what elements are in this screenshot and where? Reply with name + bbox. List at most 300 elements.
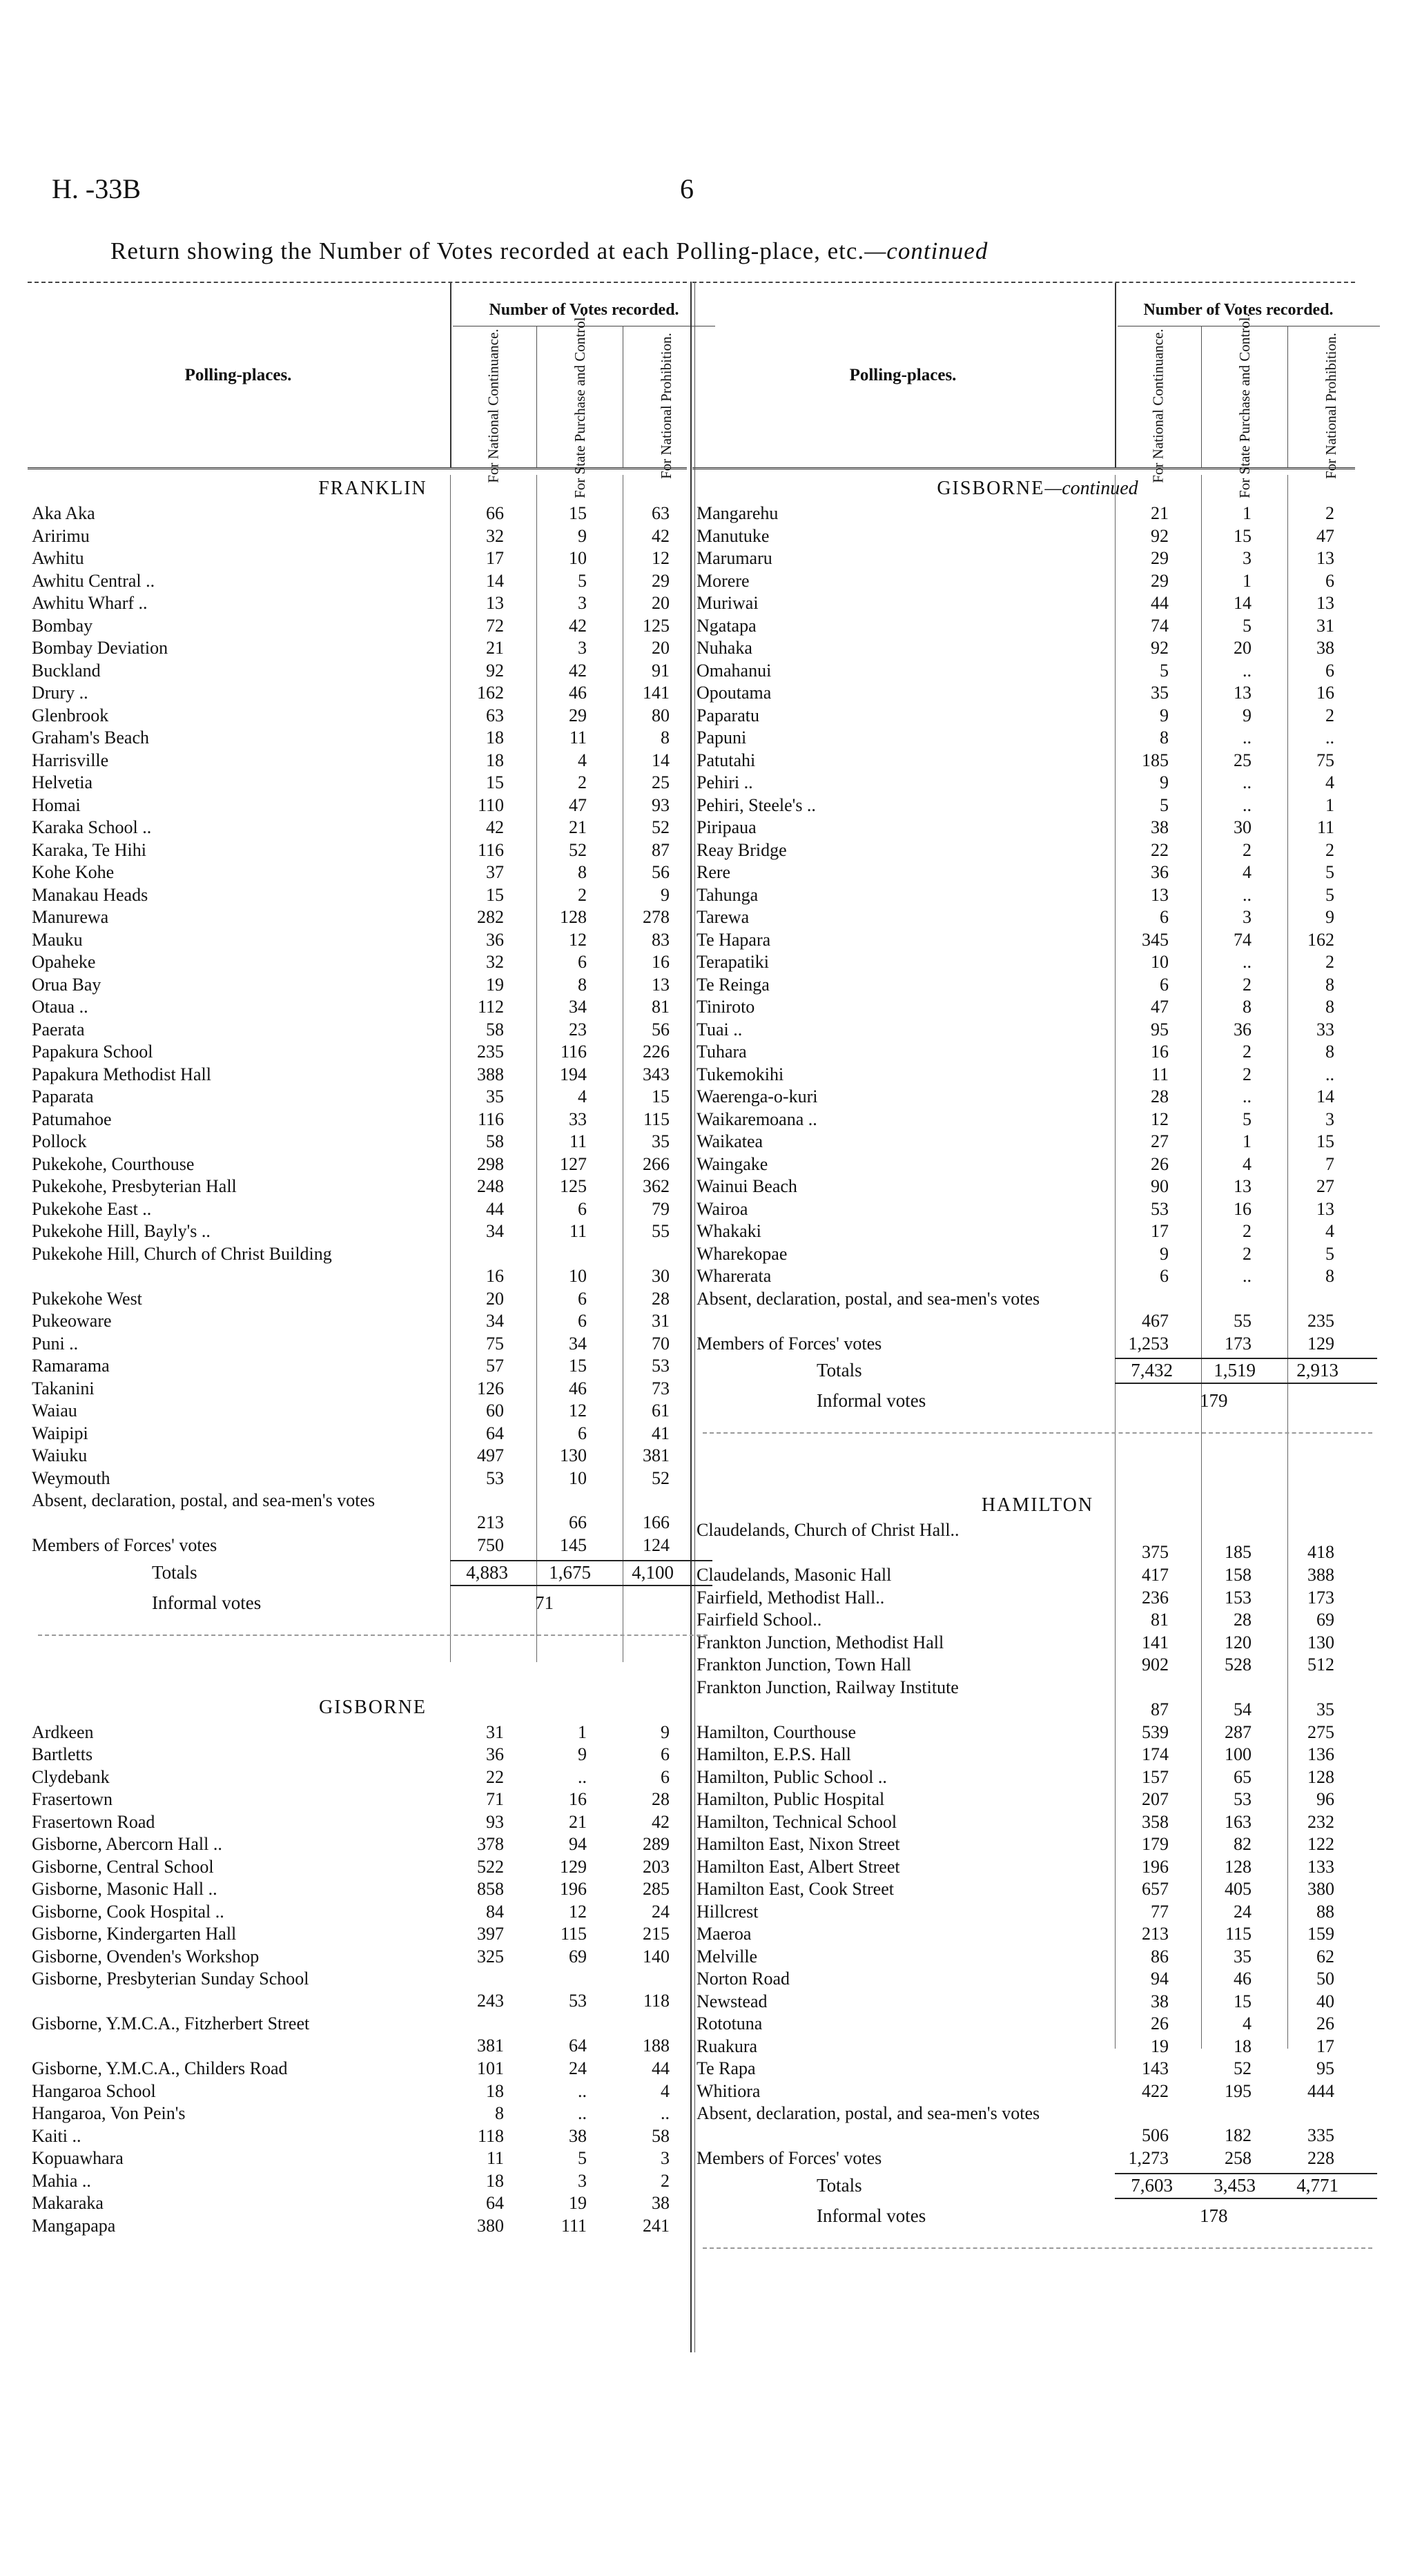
continuance-votes: 1,253: [1128, 1333, 1169, 1354]
polling-place-name: Norton Road: [697, 1969, 790, 1989]
state-purchase-votes: 4: [1243, 2013, 1252, 2033]
state-purchase-votes: 1: [578, 1721, 587, 1742]
prohibition-votes: 33: [1316, 1019, 1334, 1040]
prohibition-votes: 56: [652, 1019, 670, 1040]
prohibition-votes: 31: [652, 1311, 670, 1331]
table-row: [692, 1333, 1383, 1356]
continuance-votes: 116: [477, 1109, 504, 1129]
table-row: [692, 1788, 1383, 1811]
table-row: [692, 2058, 1383, 2080]
prohibition-votes: 13: [1316, 1198, 1334, 1219]
prohibition-votes: 63: [652, 503, 670, 523]
polling-place-name: Ngatapa: [697, 615, 757, 636]
polling-place-name: Aka Aka: [32, 503, 95, 523]
state-purchase-votes: 66: [569, 1512, 587, 1532]
polling-place-name: Weymouth: [32, 1467, 110, 1488]
table-row: [692, 727, 1383, 750]
table-row: [28, 1153, 718, 1176]
polling-place-name: Te Reinga: [697, 974, 770, 995]
table-row: [692, 1744, 1383, 1766]
polling-place-name: Harrisville: [32, 750, 109, 770]
prohibition-votes: 173: [1307, 1587, 1334, 1608]
continuance-votes: 22: [486, 1766, 504, 1787]
polling-place-name: Hamilton East, Nixon Street: [697, 1834, 900, 1854]
continuance-votes: 53: [1151, 1198, 1169, 1219]
polling-place-name: Wharekopae: [697, 1243, 788, 1264]
state-purchase-votes: 158: [1225, 1565, 1252, 1585]
state-purchase-votes: 25: [1234, 750, 1252, 770]
title-text: Return showing the Number of Votes recorded at each Polling-place, etc.: [110, 237, 865, 264]
state-purchase-votes: 5: [1243, 615, 1252, 636]
table-row: [28, 2058, 718, 2080]
continuance-votes: 13: [486, 593, 504, 613]
polling-place-name: Awhitu Wharf ..: [32, 593, 148, 613]
state-purchase-votes: 2: [1243, 1042, 1252, 1062]
prohibition-votes: 241: [643, 2215, 670, 2236]
table-row: [692, 660, 1383, 683]
polling-place-name: Pollock: [32, 1131, 87, 1151]
polling-place-name: Fairfield, Methodist Hall..: [697, 1587, 885, 1608]
polling-place-name: Graham's Beach: [32, 728, 150, 748]
continuance-votes: 380: [477, 2215, 504, 2236]
table-row: [692, 839, 1383, 862]
table-row: [28, 2147, 718, 2170]
state-purchase-votes: ..: [1243, 952, 1252, 972]
prohibition-votes: 444: [1307, 2080, 1334, 2101]
state-purchase-votes: 9: [578, 1744, 587, 1764]
table-row: [28, 1333, 718, 1356]
table-row: [28, 1833, 718, 1856]
continuance-votes: 101: [477, 2058, 504, 2078]
polling-place-name: Pukekohe Hill, Church of Christ Building: [32, 1243, 332, 1264]
prohibition-votes: 62: [1316, 1946, 1334, 1967]
table-row: [28, 861, 718, 884]
district-name: GISBORNE: [318, 1696, 427, 1718]
continuance-votes: 5: [1160, 660, 1169, 681]
prohibition-votes: 166: [643, 1512, 670, 1532]
state-purchase-votes: 2: [1243, 1243, 1252, 1264]
prohibition-votes: 3: [661, 2148, 670, 2168]
polling-place-name: Papuni: [697, 728, 747, 748]
polling-place-name: Absent, declaration, postal, and sea-men's votes: [697, 2103, 1040, 2123]
state-purchase-votes: 9: [1243, 705, 1252, 725]
prohibition-votes: 20: [652, 593, 670, 613]
continuance-votes: 36: [486, 929, 504, 950]
continuance-votes: 539: [1142, 1721, 1169, 1742]
table-row: [28, 750, 718, 772]
polling-place-name: Tahunga: [697, 884, 759, 905]
prohibition-votes: 5: [1325, 884, 1334, 905]
informal-votes-row: [692, 1385, 1383, 1416]
continuance-votes: 35: [1151, 683, 1169, 703]
table-row: [28, 1445, 718, 1467]
totals-row: [692, 1355, 1383, 1385]
prohibition-votes: 15: [652, 1086, 670, 1106]
col-national-continuance: For National Continuance.: [1150, 328, 1167, 483]
continuance-votes: 27: [1151, 1131, 1169, 1151]
continuance-votes: 116: [477, 839, 504, 860]
section-separator: [28, 1618, 718, 1652]
state-purchase-votes: 8: [578, 862, 587, 882]
table-row: [692, 2102, 1383, 2147]
prohibition-votes: 133: [1307, 1856, 1334, 1877]
prohibition-votes: 61: [652, 1401, 670, 1421]
polling-place-name: Piripaua: [697, 817, 757, 837]
state-purchase-votes: 2: [1243, 974, 1252, 995]
prohibition-votes: 8: [1325, 997, 1334, 1017]
informal-value: 71: [535, 1592, 554, 1613]
col-national-prohibition: For National Prohibition.: [658, 332, 674, 479]
prohibition-votes: 6: [1325, 570, 1334, 591]
table-row: [28, 705, 718, 728]
prohibition-votes: 141: [643, 683, 670, 703]
prohibition-votes: 381: [643, 1445, 670, 1465]
continuance-votes: 64: [486, 1423, 504, 1443]
polling-place-name: Wharerata: [697, 1266, 772, 1286]
prohibition-votes: 8: [1325, 1042, 1334, 1062]
continuance-votes: 93: [486, 1811, 504, 1832]
table-row: [692, 1220, 1383, 1243]
polling-place-name: Claudelands, Church of Christ Hall..: [697, 1520, 960, 1540]
prohibition-votes: 8: [661, 728, 670, 748]
prohibition-votes: 5: [1325, 862, 1334, 882]
table-row: [692, 951, 1383, 974]
polling-place-name: Rere: [697, 862, 731, 882]
polling-place-name: Hamilton, Courthouse: [697, 1721, 857, 1742]
continuance-votes: 213: [477, 1512, 504, 1532]
continuance-votes: 18: [486, 2170, 504, 2191]
prohibition-votes: 53: [652, 1356, 670, 1376]
table-row: [28, 929, 718, 952]
district-heading: [692, 1492, 1383, 1519]
continuance-votes: 235: [477, 1042, 504, 1062]
continuance-votes: 522: [477, 1856, 504, 1877]
prohibition-votes: 83: [652, 929, 670, 950]
state-purchase-votes: 8: [1243, 997, 1252, 1017]
table-row: [28, 502, 718, 525]
polling-place-name: Mahia ..: [32, 2170, 91, 2191]
state-purchase-votes: 65: [1234, 1766, 1252, 1787]
polling-place-name: Hamilton East, Albert Street: [697, 1856, 900, 1877]
state-purchase-votes: 2: [1243, 1064, 1252, 1084]
prohibition-votes: 27: [1316, 1176, 1334, 1196]
polling-place-name: Gisborne, Abercorn Hall ..: [32, 1834, 222, 1854]
prohibition-votes: 42: [652, 525, 670, 546]
table-row: [28, 615, 718, 638]
polling-place-name: Mangarehu: [697, 503, 779, 523]
polling-place-name: Gisborne, Presbyterian Sunday School: [32, 1969, 309, 1989]
totals-row: [28, 1557, 718, 1588]
col-national-continuance: For National Continuance.: [485, 328, 502, 483]
polling-place-name: Reay Bridge: [697, 839, 787, 860]
state-purchase-votes: 64: [569, 2036, 587, 2056]
table-row: [28, 794, 718, 817]
table-row: [28, 1041, 718, 1064]
polling-place-name: Hangaroa School: [32, 2080, 156, 2101]
table-row: [28, 1288, 718, 1311]
prohibition-votes: 14: [1316, 1086, 1334, 1106]
district-heading: [28, 475, 718, 502]
table-row: [692, 1198, 1383, 1221]
polling-place-name: Fairfield School..: [697, 1610, 822, 1630]
prohibition-votes: 55: [652, 1221, 670, 1241]
polling-place-name: Frankton Junction, Railway Institute: [697, 1677, 959, 1697]
polling-place-name: Frasertown Road: [32, 1811, 155, 1832]
polling-place-name: Opoutama: [697, 683, 772, 703]
state-purchase-votes: 20: [1234, 638, 1252, 658]
state-purchase-votes: 18: [1234, 2036, 1252, 2056]
prohibition-votes: 2: [1325, 839, 1334, 860]
prohibition-votes: 2: [1325, 705, 1334, 725]
continuance-votes: 92: [1151, 638, 1169, 658]
prohibition-votes: 203: [643, 1856, 670, 1877]
state-purchase-votes: 125: [560, 1176, 587, 1196]
prohibition-votes: 115: [643, 1109, 670, 1129]
table-row: [28, 996, 718, 1019]
prohibition-votes: 73: [652, 1378, 670, 1398]
table-row: [28, 1355, 718, 1378]
continuance-votes: 282: [477, 907, 504, 927]
polling-place-name: Gisborne, Kindergarten Hall: [32, 1924, 237, 1944]
prohibition-votes: 9: [1325, 907, 1334, 927]
continuance-votes: 657: [1142, 1879, 1169, 1899]
table-row: [692, 861, 1383, 884]
table-row: [28, 2215, 718, 2238]
state-purchase-votes: 528: [1225, 1655, 1252, 1675]
prohibition-votes: 4: [1325, 1221, 1334, 1241]
polling-place-name: Mauku: [32, 929, 83, 950]
number-of-votes-heading: Number of Votes recorded.: [489, 301, 679, 319]
state-purchase-votes: 4: [578, 750, 587, 770]
prohibition-votes: 2: [1325, 952, 1334, 972]
prohibition-votes: 162: [1307, 929, 1334, 950]
continuance-votes: 345: [1142, 929, 1169, 950]
continuance-votes: 11: [1151, 1064, 1169, 1084]
state-purchase-votes: 4: [1243, 1153, 1252, 1174]
table-row: [692, 1833, 1383, 1856]
prohibition-votes: 380: [1307, 1879, 1334, 1899]
polling-places-heading: Polling-places.: [184, 365, 292, 384]
polling-place-name: Papakura School: [32, 1042, 153, 1062]
table-row: [692, 1564, 1383, 1587]
state-purchase-votes: 258: [1225, 2148, 1252, 2168]
prohibition-votes: 2: [1325, 503, 1334, 523]
continuance-votes: 57: [486, 1356, 504, 1376]
prohibition-votes: 44: [652, 2058, 670, 2078]
table-row: [28, 1534, 718, 1557]
state-purchase-votes: 29: [569, 705, 587, 725]
polling-place-name: Ramarama: [32, 1356, 110, 1376]
polling-place-name: Pukeoware: [32, 1311, 112, 1331]
state-purchase-votes: 185: [1225, 1542, 1252, 1562]
continuance-votes: 75: [486, 1333, 504, 1354]
polling-place-name: Frankton Junction, Town Hall: [697, 1655, 912, 1675]
state-purchase-votes: 94: [569, 1834, 587, 1854]
state-purchase-votes: 153: [1225, 1587, 1252, 1608]
polling-place-name: Drury ..: [32, 683, 88, 703]
continuance-votes: 34: [486, 1311, 504, 1331]
prohibition-votes: 30: [652, 1265, 670, 1286]
state-purchase-votes: 24: [569, 2058, 587, 2078]
continuance-votes: 417: [1142, 1565, 1169, 1585]
prohibition-votes: 75: [1316, 750, 1334, 770]
table-row: [28, 817, 718, 839]
prohibition-votes: 235: [1307, 1310, 1334, 1331]
continuance-votes: 18: [486, 728, 504, 748]
polling-place-name: Hangaroa, Von Pein's: [32, 2103, 186, 2123]
prohibition-votes: 95: [1316, 2058, 1334, 2078]
table-row: [692, 974, 1383, 997]
prohibition-votes: 14: [652, 750, 670, 770]
totals-row: [692, 2170, 1383, 2201]
polling-place-name: Tuhara: [697, 1042, 747, 1062]
table-row: [28, 1878, 718, 1901]
prohibition-votes: 335: [1307, 2125, 1334, 2145]
state-purchase-votes: 38: [569, 2125, 587, 2146]
state-purchase-votes: 129: [560, 1856, 587, 1877]
polling-place-name: Ardkeen: [32, 1721, 94, 1742]
table-row: [28, 839, 718, 862]
col-state-purchase: For State Purchase and Control.: [1236, 313, 1253, 498]
table-row: [692, 1923, 1383, 1946]
table-row: [692, 2147, 1383, 2170]
table-row: [28, 1766, 718, 1789]
state-purchase-votes: 10: [569, 1265, 587, 1286]
prohibition-votes: 28: [652, 1288, 670, 1309]
state-purchase-votes: ..: [1243, 1086, 1252, 1106]
informal-value: 179: [1200, 1390, 1228, 1411]
polling-place-name: Hamilton, Public School ..: [697, 1766, 887, 1787]
continuance-votes: 16: [1151, 1042, 1169, 1062]
continuance-votes: 17: [486, 548, 504, 568]
continuance-votes: 92: [1151, 525, 1169, 546]
table-row: [692, 794, 1383, 817]
polling-place-name: Absent, declaration, postal, and sea-men's votes: [697, 1288, 1040, 1309]
prohibition-votes: 228: [1307, 2148, 1334, 2168]
table-row: [692, 884, 1383, 907]
continuance-votes: 506: [1142, 2125, 1169, 2145]
prohibition-votes: 2: [661, 2170, 670, 2191]
continuance-votes: 53: [486, 1467, 504, 1488]
polling-place-name: Morere: [697, 570, 750, 591]
state-purchase-votes: 21: [569, 817, 587, 837]
total-value: 1,519: [1214, 1360, 1256, 1380]
continuance-votes: 58: [486, 1019, 504, 1040]
polling-place-name: Orua Bay: [32, 974, 101, 995]
state-purchase-votes: 6: [578, 1311, 587, 1331]
table-row: [692, 1946, 1383, 1969]
table-row: [692, 906, 1383, 929]
polling-place-name: Rototuna: [697, 2013, 763, 2033]
polling-place-name: Absent, declaration, postal, and sea-men's votes: [32, 1490, 376, 1510]
polling-place-name: Waikatea: [697, 1131, 763, 1151]
table-row: [692, 637, 1383, 660]
prohibition-votes: 3: [1325, 1109, 1334, 1129]
prohibition-votes: 232: [1307, 1811, 1334, 1832]
prohibition-votes: 128: [1307, 1766, 1334, 1787]
state-purchase-votes: 52: [1234, 2058, 1252, 2078]
state-purchase-votes: 127: [560, 1153, 587, 1174]
state-purchase-votes: 100: [1225, 1744, 1252, 1764]
polling-place-name: Karaka School ..: [32, 817, 152, 837]
polling-place-name: Manurewa: [32, 907, 109, 927]
total-value: 7,432: [1131, 1360, 1173, 1380]
continuance-votes: 112: [477, 997, 504, 1017]
prohibition-votes: 388: [1307, 1565, 1334, 1585]
state-purchase-votes: 53: [1234, 1789, 1252, 1809]
district-name: GISBORNE: [937, 478, 1045, 499]
continuance-votes: 381: [477, 2036, 504, 2056]
state-purchase-votes: 6: [578, 1198, 587, 1219]
table-row: [692, 682, 1383, 705]
state-purchase-votes: ..: [1243, 728, 1252, 748]
table-row: [28, 1220, 718, 1243]
state-purchase-votes: ..: [1243, 884, 1252, 905]
state-purchase-votes: 82: [1234, 1834, 1252, 1854]
prohibition-votes: 58: [652, 2125, 670, 2146]
state-purchase-votes: 11: [569, 1221, 587, 1241]
state-purchase-votes: 55: [1234, 1310, 1252, 1331]
prohibition-votes: 70: [652, 1333, 670, 1354]
state-purchase-votes: 3: [578, 638, 587, 658]
polling-place-name: Bombay: [32, 615, 93, 636]
state-purchase-votes: ..: [1243, 794, 1252, 815]
state-purchase-votes: 15: [1234, 525, 1252, 546]
table-row: [28, 2192, 718, 2215]
polling-place-name: Takanini: [32, 1378, 95, 1398]
table-row: [28, 1901, 718, 1924]
continuance-votes: 92: [486, 660, 504, 681]
table-row: [28, 1175, 718, 1198]
continuance-votes: 28: [1151, 1086, 1169, 1106]
continuance-votes: 66: [486, 503, 504, 523]
polling-place-name: Helvetia: [32, 772, 93, 792]
state-purchase-votes: 111: [561, 2215, 587, 2236]
prohibition-votes: 188: [643, 2036, 670, 2056]
continuance-votes: 174: [1142, 1744, 1169, 1764]
state-purchase-votes: 163: [1225, 1811, 1252, 1832]
prohibition-votes: 42: [652, 1811, 670, 1832]
state-purchase-votes: 182: [1225, 2125, 1252, 2145]
district-heading: [692, 475, 1383, 502]
state-purchase-votes: 10: [569, 1467, 587, 1488]
continuance-votes: 32: [486, 952, 504, 972]
polling-place-name: Buckland: [32, 660, 101, 681]
state-purchase-votes: 8: [578, 974, 587, 995]
polling-place-name: Waikaremoana ..: [697, 1109, 817, 1129]
polling-place-name: Pukekohe East ..: [32, 1198, 152, 1219]
state-purchase-votes: 42: [569, 660, 587, 681]
table-row: [692, 1878, 1383, 1901]
polling-place-name: Waiuku: [32, 1445, 88, 1465]
state-purchase-votes: 195: [1225, 2080, 1252, 2101]
totals-label: Totals: [152, 1561, 197, 1583]
state-purchase-votes: 173: [1225, 1333, 1252, 1354]
continuance-votes: 378: [477, 1834, 504, 1854]
table-row: [28, 570, 718, 593]
table-row: [28, 2102, 718, 2125]
state-purchase-votes: 405: [1225, 1879, 1252, 1899]
continuance-votes: 90: [1151, 1176, 1169, 1196]
prohibition-votes: 129: [1307, 1333, 1334, 1354]
polling-place-name: Whitiora: [697, 2080, 761, 2101]
prohibition-votes: 35: [1316, 1699, 1334, 1719]
district-continued: —continued: [1044, 478, 1138, 499]
table-row: [28, 1064, 718, 1086]
table-row: [692, 502, 1383, 525]
prohibition-votes: 52: [652, 817, 670, 837]
polling-place-name: Pehiri ..: [697, 772, 753, 792]
